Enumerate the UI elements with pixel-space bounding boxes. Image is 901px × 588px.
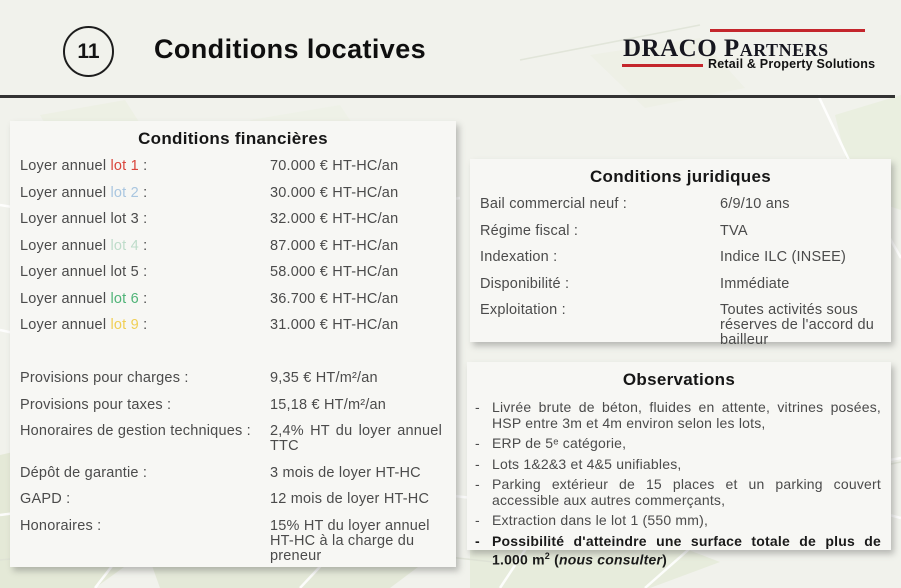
financial-panel-title: Conditions financières: [138, 129, 328, 148]
header-divider: [0, 95, 895, 98]
observation-text: Extraction dans le lot 1 (550 mm),: [492, 512, 709, 528]
legal-conditions-panel: [470, 159, 891, 348]
row-value: 87.000 € HT-HC/an: [270, 237, 399, 254]
row-label: Provisions pour charges :: [20, 370, 189, 386]
row-value: 36.700 € HT-HC/an: [270, 290, 399, 307]
row-value: 9,35 € HT/m²/an: [270, 370, 378, 386]
lot-number: lot 2: [110, 184, 139, 201]
bullet-dash: -: [475, 532, 480, 549]
lot-number: lot 5: [110, 264, 139, 280]
observation-highlight-item: [475, 534, 881, 569]
row-label: GAPD :: [20, 491, 71, 507]
row-label: Loyer annuel lot 6 :: [20, 290, 148, 307]
row-label: Honoraires de gestion techniques :: [20, 423, 251, 439]
financial-lot-row: [10, 292, 456, 307]
paren-close: ): [662, 551, 667, 568]
row-label: Disponibilité :: [480, 275, 570, 292]
observation-item: [475, 513, 881, 529]
bullet-dash: -: [475, 435, 480, 451]
row-label: Indexation :: [480, 249, 558, 265]
row-value: 2,4% HT du loyer annuel TTC: [270, 423, 442, 454]
row-label: Loyer annuel lot 4 :: [20, 237, 148, 254]
row-value: Toutes activités sous réserves de l'accord du bailleur: [720, 302, 875, 348]
row-label: Loyer annuel lot 5 :: [20, 264, 148, 280]
row-value: Indice ILC (INSEE): [720, 249, 847, 265]
row-value: 58.000 € HT-HC/an: [270, 264, 399, 280]
financial-row: [10, 492, 456, 507]
row-value: 31.000 € HT-HC/an: [270, 317, 399, 333]
row-value: 70.000 € HT-HC/an: [270, 158, 399, 174]
lot-number: lot 3: [110, 211, 139, 227]
observation-item: [475, 400, 881, 431]
row-value: 15,18 € HT/m²/an: [270, 396, 387, 413]
observations-panel: [467, 362, 891, 568]
financial-row: [10, 519, 456, 564]
row-label: Régime fiscal :: [480, 222, 579, 239]
financial-lot-row: [10, 239, 456, 254]
observation-text: Parking extérieur de 15 places et un parking couvert accessible aux autres commerçants,: [492, 476, 881, 508]
page-title: Conditions locatives: [154, 34, 427, 64]
highlight-text: Possibilité d'atteindre une surface totale de plus de 1.000 m: [492, 532, 881, 568]
bullet-dash: -: [475, 455, 480, 472]
highlight-superscript: 2: [544, 551, 550, 561]
financial-lot-row: [10, 265, 456, 280]
observation-text: Livrée brute de béton, fluides en attente, vitrines posées, HSP entre 3m et 4m environ selon les lots,: [492, 399, 881, 431]
paren-open: (: [550, 551, 559, 568]
row-label: Honoraires :: [20, 517, 102, 534]
row-label: Loyer annuel lot 3 :: [20, 211, 148, 227]
observations-panel-title: Observations: [622, 370, 736, 389]
bullet-dash: -: [475, 399, 480, 415]
observation-text: Lots 1&2&3 et 4&5 unifiables,: [492, 455, 682, 472]
row-value: 15% HT du loyer annuel HT-HC à la charge du preneur: [270, 517, 430, 564]
financial-row: [10, 371, 456, 386]
row-label: Loyer annuel lot 1 :: [20, 158, 148, 174]
lot-number: lot 9: [110, 317, 139, 333]
logo-accent-bar-top: [710, 29, 865, 32]
row-value: 3 mois de loyer HT-HC: [270, 464, 421, 481]
financial-lot-row: [10, 212, 456, 227]
lot-number: lot 1: [110, 158, 139, 174]
financial-row: [10, 424, 456, 454]
highlight-italic-text: nous consulter: [558, 551, 663, 568]
observation-item: [475, 436, 881, 452]
row-label: Bail commercial neuf :: [480, 196, 628, 212]
row-label: Loyer annuel lot 9 :: [20, 317, 148, 333]
observations-list: [467, 400, 891, 568]
financial-row: [10, 398, 456, 413]
row-value: 30.000 € HT-HC/an: [270, 184, 399, 201]
row-value: 32.000 € HT-HC/an: [270, 211, 399, 227]
bullet-dash: -: [475, 476, 480, 492]
row-value: 12 mois de loyer HT-HC: [270, 491, 430, 507]
legal-row: [470, 303, 891, 348]
lot-number: lot 4: [110, 237, 139, 254]
legal-row: [470, 277, 891, 292]
legal-row: [470, 224, 891, 239]
financial-conditions-panel: [10, 121, 456, 567]
financial-lot-row: [10, 318, 456, 333]
legal-row: [470, 250, 891, 265]
row-value: TVA: [720, 222, 748, 239]
row-label: Loyer annuel lot 2 :: [20, 184, 148, 201]
legal-row: [470, 197, 891, 212]
logo-name-primary: DRACO: [623, 35, 718, 62]
financial-lot-row: [10, 186, 456, 201]
logo-tagline: Retail & Property Solutions: [708, 57, 876, 71]
row-label: Exploitation :: [480, 302, 566, 318]
observation-text: ERP de 5ᵉ catégorie,: [492, 435, 627, 451]
row-label: Dépôt de garantie :: [20, 464, 148, 481]
lot-number: lot 6: [110, 290, 139, 307]
row-value: Immédiate: [720, 275, 790, 292]
logo-name-secondary: Partners: [723, 35, 829, 62]
row-spacer: [10, 345, 456, 372]
observation-item: [475, 477, 881, 508]
company-logo: [615, 24, 890, 79]
row-label: Provisions pour taxes :: [20, 396, 172, 413]
slide-number-badge: [63, 26, 114, 77]
bullet-dash: -: [475, 512, 480, 528]
slide-number: 11: [77, 39, 100, 63]
financial-lot-row: [10, 159, 456, 174]
logo-accent-bar-bottom: [622, 64, 703, 67]
legal-panel-title: Conditions juridiques: [589, 167, 771, 186]
observation-item: [475, 457, 881, 473]
financial-row: [10, 466, 456, 481]
row-value: 6/9/10 ans: [720, 196, 790, 212]
